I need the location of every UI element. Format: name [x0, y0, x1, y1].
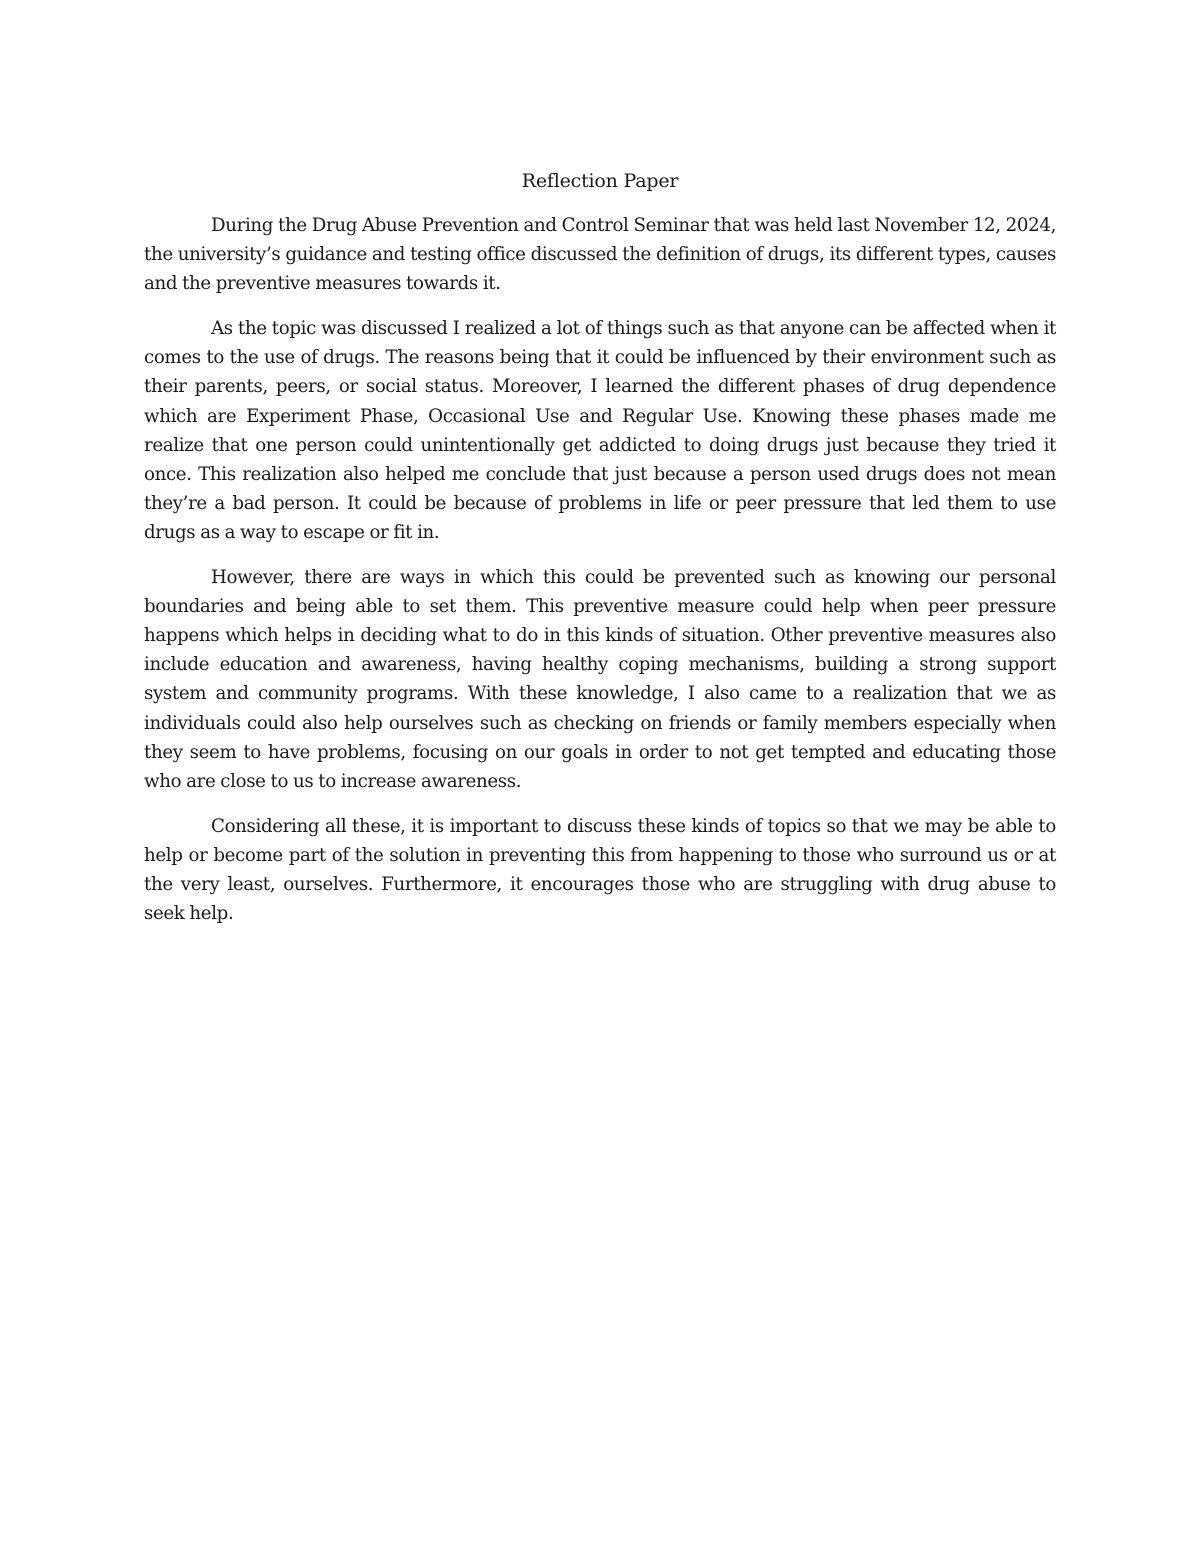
- paragraph-4: Considering all these, it is important to discuss these kinds of topics so that we may be able to help or become part of the solution in preventing this from happening to those who surround us or at the very least, ourselves. Furthermore, it encourages those who are struggling with drug abuse to seek help.: [144, 815, 1056, 925]
- paragraph-2: As the topic was discussed I realized a lot of things such as that anyone can be affected when it comes to the use of drugs. The reasons being that it could be influenced by their environment such as their parents, peers, or social status. Moreover, I learned the different phases of drug dependence which are Experiment Phase, Occasional Use and Regular Use. Knowing these phases made me realize that one person could unintentionally get addicted to doing drugs just because they tried it once. This realization also helped me conclude that just because a person used drugs does not mean they’re a bad person. It could be because of problems in life or peer pressure that led them to use drugs as a way to escape or fit in.: [144, 318, 1056, 543]
- paragraph-3: However, there are ways in which this could be prevented such as knowing our personal boundaries and being able to set them. This preventive measure could help when peer pressure happens which helps in deciding what to do in this kinds of situation. Other preventive measures also include education and awareness, having healthy coping mechanisms, building a strong support system and community programs. With these knowledge, I also came to a realization that we as individuals could also help ourselves such as checking on friends or family members especially when they seem to have problems, focusing on our goals in order to not get tempted and educating those who are close to us to increase awareness.: [144, 567, 1056, 792]
- page-title: Reflection Paper: [521, 170, 679, 192]
- paragraph-1: During the Drug Abuse Prevention and Control Seminar that was held last November 12, 2024, the university’s guidance and testing office discussed the definition of drugs, its different types, causes and the preventive measures towards it.: [144, 215, 1056, 295]
